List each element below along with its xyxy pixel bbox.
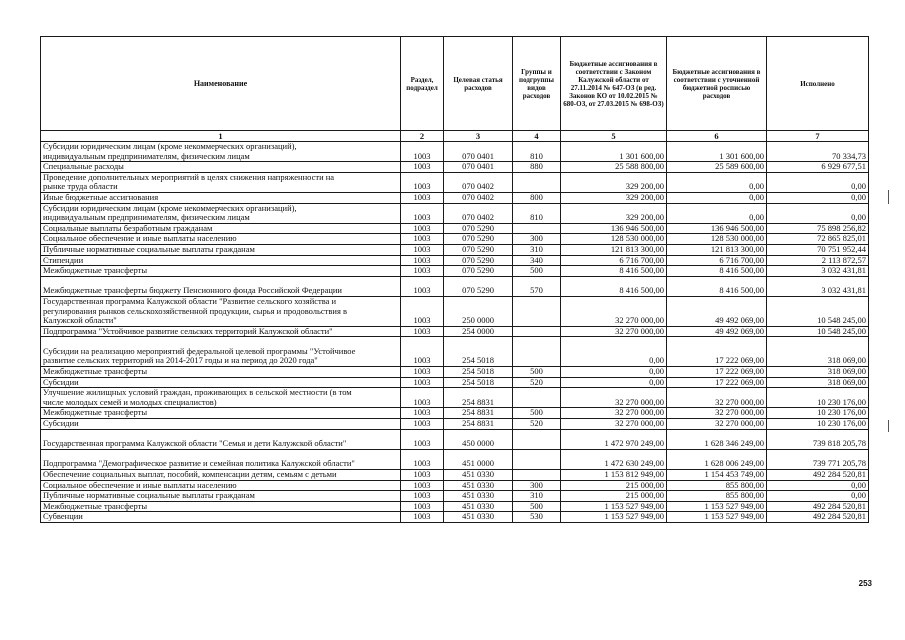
table-row (41, 234, 869, 245)
row-section: 1003 (401, 326, 444, 337)
header-name: Наименование (41, 37, 401, 131)
row-target-article: 070 5290 (444, 223, 513, 234)
row-expense-group: 570 (513, 276, 561, 296)
row-name: Социальное обеспечение и иные выплаты населению (41, 480, 401, 491)
row-list-assignment: 17 222 069,00 (667, 367, 767, 378)
row-target-article: 451 0000 (444, 449, 513, 469)
row-section: 1003 (401, 255, 444, 266)
row-executed: 3 032 431,81 (767, 266, 869, 277)
row-expense-group (513, 429, 561, 449)
table-row (41, 408, 869, 419)
row-expense-group: 880 (513, 162, 561, 173)
row-law-assignment: 32 270 000,00 (561, 388, 667, 408)
row-executed: 10 230 176,00 (767, 388, 869, 408)
row-list-assignment: 49 492 069,00 (667, 296, 767, 326)
row-target-article: 070 0401 (444, 162, 513, 173)
row-executed: 0,00 (767, 172, 869, 192)
row-law-assignment: 8 416 500,00 (561, 276, 667, 296)
row-name: Межбюджетные трансферты (41, 266, 401, 277)
table-row (41, 377, 869, 388)
row-expense-group: 500 (513, 408, 561, 419)
page-number: 253 (858, 579, 872, 588)
row-target-article: 254 8831 (444, 388, 513, 408)
row-name: Государственная программа Калужской области "Развитие сельского хозяйства и регулирования рынков сельскохозяйственной продукции, сырья и продовольствия в Калужской области" (41, 296, 401, 326)
row-law-assignment: 0,00 (561, 367, 667, 378)
row-target-article: 254 8831 (444, 408, 513, 419)
row-name: Социальные выплаты безработным гражданам (41, 223, 401, 234)
row-expense-group: 300 (513, 480, 561, 491)
row-executed: 0,00 (767, 203, 869, 223)
row-list-assignment: 32 270 000,00 (667, 388, 767, 408)
row-expense-group (513, 172, 561, 192)
row-expense-group: 530 (513, 512, 561, 523)
row-name: Субсидии юридическим лицам (кроме некоммерческих организаций), индивидуальным предпринимателям, физическим лицам (41, 203, 401, 223)
table-row (41, 172, 869, 192)
row-list-assignment: 8 416 500,00 (667, 276, 767, 296)
row-law-assignment: 1 472 630 249,00 (561, 449, 667, 469)
row-law-assignment: 32 270 000,00 (561, 296, 667, 326)
header-law-assignments: Бюджетные ассигнования в соответствии с Законом Калужской области от 27.11.2014 № 647-ОЗ (в ред. Законов КО от 10.02.2015 № 680-ОЗ, от 27.03.2015 № 698-ОЗ) (561, 37, 667, 131)
row-name: Субсидии (41, 377, 401, 388)
row-name: Государственная программа Калужской области "Семья и дети Калужской области" (41, 429, 401, 449)
table-row (41, 203, 869, 223)
row-list-assignment: 8 416 500,00 (667, 266, 767, 277)
row-section: 1003 (401, 429, 444, 449)
row-list-assignment: 1 301 600,00 (667, 142, 767, 162)
row-name: Обеспечение социальных выплат, пособий, компенсации детям, семьям с детьми (41, 470, 401, 481)
row-executed: 318 069,00 (767, 367, 869, 378)
row-executed: 739 771 205,78 (767, 449, 869, 469)
row-name: Межбюджетные трансферты (41, 501, 401, 512)
table-row (41, 449, 869, 469)
row-name: Межбюджетные трансферты (41, 408, 401, 419)
table-row (41, 470, 869, 481)
row-executed: 6 929 677,51 (767, 162, 869, 173)
row-target-article: 451 0330 (444, 491, 513, 502)
table-row (41, 244, 869, 255)
row-expense-group (513, 326, 561, 337)
column-number: 4 (513, 131, 561, 142)
row-target-article: 070 5290 (444, 276, 513, 296)
header-target-article: Целевая статья расходов (444, 37, 513, 131)
row-section: 1003 (401, 223, 444, 234)
column-number-row (41, 131, 869, 142)
row-section: 1003 (401, 501, 444, 512)
table-row (41, 223, 869, 234)
row-expense-group (513, 388, 561, 408)
header-executed: Исполнено (767, 37, 869, 131)
row-executed: 0,00 (767, 491, 869, 502)
row-section: 1003 (401, 491, 444, 502)
row-name: Подпрограмма "Устойчивое развитие сельских территорий Калужской области" (41, 326, 401, 337)
row-executed: 492 284 520,81 (767, 470, 869, 481)
row-executed: 70 751 952,44 (767, 244, 869, 255)
row-section: 1003 (401, 266, 444, 277)
row-name: Межбюджетные трансферты бюджету Пенсионного фонда Российской Федерации (41, 276, 401, 296)
header-list-assignments: Бюджетные ассигнования в соответствии с уточненной бюджетной росписью расходов (667, 37, 767, 131)
row-law-assignment: 329 200,00 (561, 172, 667, 192)
row-executed: 318 069,00 (767, 377, 869, 388)
row-section: 1003 (401, 470, 444, 481)
row-target-article: 254 5018 (444, 337, 513, 367)
row-name: Субсидии на реализацию мероприятий федеральной целевой программы "Устойчивое развитие сельских территорий на 2014-2017 годы и на период до 2020 года" (41, 337, 401, 367)
row-list-assignment: 0,00 (667, 172, 767, 192)
row-target-article: 451 0330 (444, 501, 513, 512)
table-row (41, 162, 869, 173)
row-executed: 2 113 872,57 (767, 255, 869, 266)
table-row (41, 512, 869, 523)
row-target-article: 070 0402 (444, 203, 513, 223)
row-section: 1003 (401, 367, 444, 378)
row-executed: 75 898 256,82 (767, 223, 869, 234)
row-law-assignment: 329 200,00 (561, 203, 667, 223)
row-section: 1003 (401, 203, 444, 223)
table-row (41, 367, 869, 378)
row-section: 1003 (401, 419, 444, 430)
row-section: 1003 (401, 449, 444, 469)
row-target-article: 450 0000 (444, 429, 513, 449)
table-row (41, 491, 869, 502)
row-expense-group (513, 223, 561, 234)
table-row (41, 142, 869, 162)
row-executed: 3 032 431,81 (767, 276, 869, 296)
row-section: 1003 (401, 337, 444, 367)
row-expense-group: 500 (513, 367, 561, 378)
row-expense-group: 810 (513, 203, 561, 223)
scan-mark (888, 420, 889, 432)
row-expense-group (513, 470, 561, 481)
row-name: Специальные расходы (41, 162, 401, 173)
column-number: 6 (667, 131, 767, 142)
row-law-assignment: 1 472 970 249,00 (561, 429, 667, 449)
row-list-assignment: 1 153 527 949,00 (667, 501, 767, 512)
row-law-assignment: 32 270 000,00 (561, 326, 667, 337)
row-law-assignment: 0,00 (561, 337, 667, 367)
row-list-assignment: 6 716 700,00 (667, 255, 767, 266)
row-law-assignment: 215 000,00 (561, 480, 667, 491)
row-law-assignment: 1 153 812 949,00 (561, 470, 667, 481)
row-list-assignment: 128 530 000,00 (667, 234, 767, 245)
row-list-assignment: 855 800,00 (667, 480, 767, 491)
row-law-assignment: 128 530 000,00 (561, 234, 667, 245)
row-list-assignment: 0,00 (667, 203, 767, 223)
row-name: Публичные нормативные социальные выплаты гражданам (41, 491, 401, 502)
row-list-assignment: 136 946 500,00 (667, 223, 767, 234)
row-expense-group: 520 (513, 419, 561, 430)
row-executed: 318 069,00 (767, 337, 869, 367)
row-law-assignment: 8 416 500,00 (561, 266, 667, 277)
row-target-article: 254 5018 (444, 367, 513, 378)
row-law-assignment: 136 946 500,00 (561, 223, 667, 234)
row-list-assignment: 17 222 069,00 (667, 337, 767, 367)
table-row (41, 266, 869, 277)
row-section: 1003 (401, 408, 444, 419)
column-number: 3 (444, 131, 513, 142)
column-number: 1 (41, 131, 401, 142)
row-executed: 739 818 205,78 (767, 429, 869, 449)
table-row (41, 337, 869, 367)
table-row (41, 276, 869, 296)
row-section: 1003 (401, 234, 444, 245)
row-expense-group: 310 (513, 244, 561, 255)
row-section: 1003 (401, 480, 444, 491)
row-expense-group: 340 (513, 255, 561, 266)
row-target-article: 451 0330 (444, 480, 513, 491)
row-section: 1003 (401, 192, 444, 203)
row-executed: 70 334,73 (767, 142, 869, 162)
row-list-assignment: 32 270 000,00 (667, 419, 767, 430)
row-list-assignment: 32 270 000,00 (667, 408, 767, 419)
row-executed: 0,00 (767, 480, 869, 491)
row-name: Улучшение жилищных условий граждан, проживающих в сельской местности (в том числе молодых семей и молодых специалистов) (41, 388, 401, 408)
table-body (41, 142, 869, 523)
row-list-assignment: 49 492 069,00 (667, 326, 767, 337)
row-executed: 492 284 520,81 (767, 501, 869, 512)
row-expense-group: 300 (513, 234, 561, 245)
row-target-article: 070 5290 (444, 244, 513, 255)
row-law-assignment: 25 588 800,00 (561, 162, 667, 173)
row-expense-group: 500 (513, 266, 561, 277)
row-law-assignment: 32 270 000,00 (561, 419, 667, 430)
row-list-assignment: 25 589 600,00 (667, 162, 767, 173)
row-law-assignment: 0,00 (561, 377, 667, 388)
column-number: 2 (401, 131, 444, 142)
row-section: 1003 (401, 296, 444, 326)
row-target-article: 070 5290 (444, 255, 513, 266)
row-law-assignment: 329 200,00 (561, 192, 667, 203)
row-target-article: 451 0330 (444, 470, 513, 481)
row-list-assignment: 1 628 346 249,00 (667, 429, 767, 449)
row-law-assignment: 1 153 527 949,00 (561, 501, 667, 512)
row-target-article: 070 0401 (444, 142, 513, 162)
row-law-assignment: 215 000,00 (561, 491, 667, 502)
row-name: Субсидии юридическим лицам (кроме некоммерческих организаций), индивидуальным предпринимателям, физическим лицам (41, 142, 401, 162)
row-target-article: 254 8831 (444, 419, 513, 430)
row-law-assignment: 121 813 300,00 (561, 244, 667, 255)
row-section: 1003 (401, 388, 444, 408)
header-section: Раздел, подраздел (401, 37, 444, 131)
row-name: Социальное обеспечение и иные выплаты населению (41, 234, 401, 245)
row-expense-group: 800 (513, 192, 561, 203)
row-expense-group (513, 337, 561, 367)
row-section: 1003 (401, 142, 444, 162)
row-expense-group: 310 (513, 491, 561, 502)
table-row (41, 255, 869, 266)
column-number: 7 (767, 131, 869, 142)
row-name: Подпрограмма "Демографическое развитие и семейная политика Калужской области" (41, 449, 401, 469)
row-executed: 492 284 520,81 (767, 512, 869, 523)
row-section: 1003 (401, 377, 444, 388)
row-section: 1003 (401, 172, 444, 192)
row-section: 1003 (401, 276, 444, 296)
scan-mark (888, 190, 889, 204)
table-row (41, 296, 869, 326)
table-row (41, 388, 869, 408)
row-name: Субвенции (41, 512, 401, 523)
row-executed: 10 548 245,00 (767, 326, 869, 337)
table-row (41, 419, 869, 430)
row-name: Стипендии (41, 255, 401, 266)
row-law-assignment: 6 716 700,00 (561, 255, 667, 266)
row-target-article: 451 0330 (444, 512, 513, 523)
row-expense-group (513, 449, 561, 469)
table-row (41, 192, 869, 203)
table-row (41, 326, 869, 337)
row-target-article: 070 5290 (444, 234, 513, 245)
row-section: 1003 (401, 244, 444, 255)
row-list-assignment: 1 628 006 249,00 (667, 449, 767, 469)
row-name: Межбюджетные трансферты (41, 367, 401, 378)
row-expense-group: 810 (513, 142, 561, 162)
row-expense-group: 500 (513, 501, 561, 512)
row-executed: 72 865 825,01 (767, 234, 869, 245)
row-target-article: 070 5290 (444, 266, 513, 277)
row-law-assignment: 32 270 000,00 (561, 408, 667, 419)
row-law-assignment: 1 301 600,00 (561, 142, 667, 162)
table-row (41, 480, 869, 491)
table-header-row (41, 37, 869, 131)
row-list-assignment: 855 800,00 (667, 491, 767, 502)
row-expense-group: 520 (513, 377, 561, 388)
table-row (41, 429, 869, 449)
row-target-article: 254 5018 (444, 377, 513, 388)
row-list-assignment: 1 154 453 749,00 (667, 470, 767, 481)
column-number: 5 (561, 131, 667, 142)
table-row (41, 501, 869, 512)
budget-table (40, 36, 869, 523)
row-expense-group (513, 296, 561, 326)
row-list-assignment: 121 813 300,00 (667, 244, 767, 255)
row-law-assignment: 1 153 527 949,00 (561, 512, 667, 523)
row-target-article: 254 0000 (444, 326, 513, 337)
row-name: Проведение дополнительных мероприятий в целях снижения напряженности на рынке труда области (41, 172, 401, 192)
row-list-assignment: 17 222 069,00 (667, 377, 767, 388)
row-target-article: 250 0000 (444, 296, 513, 326)
row-target-article: 070 0402 (444, 172, 513, 192)
row-list-assignment: 1 153 527 949,00 (667, 512, 767, 523)
row-executed: 10 230 176,00 (767, 408, 869, 419)
row-name: Иные бюджетные ассигнования (41, 192, 401, 203)
row-section: 1003 (401, 162, 444, 173)
row-name: Субсидии (41, 419, 401, 430)
row-list-assignment: 0,00 (667, 192, 767, 203)
row-executed: 10 230 176,00 (767, 419, 869, 430)
header-expense-groups: Группы и подгруппы видов расходов (513, 37, 561, 131)
row-executed: 10 548 245,00 (767, 296, 869, 326)
row-section: 1003 (401, 512, 444, 523)
row-executed: 0,00 (767, 192, 869, 203)
row-target-article: 070 0402 (444, 192, 513, 203)
row-name: Публичные нормативные социальные выплаты гражданам (41, 244, 401, 255)
